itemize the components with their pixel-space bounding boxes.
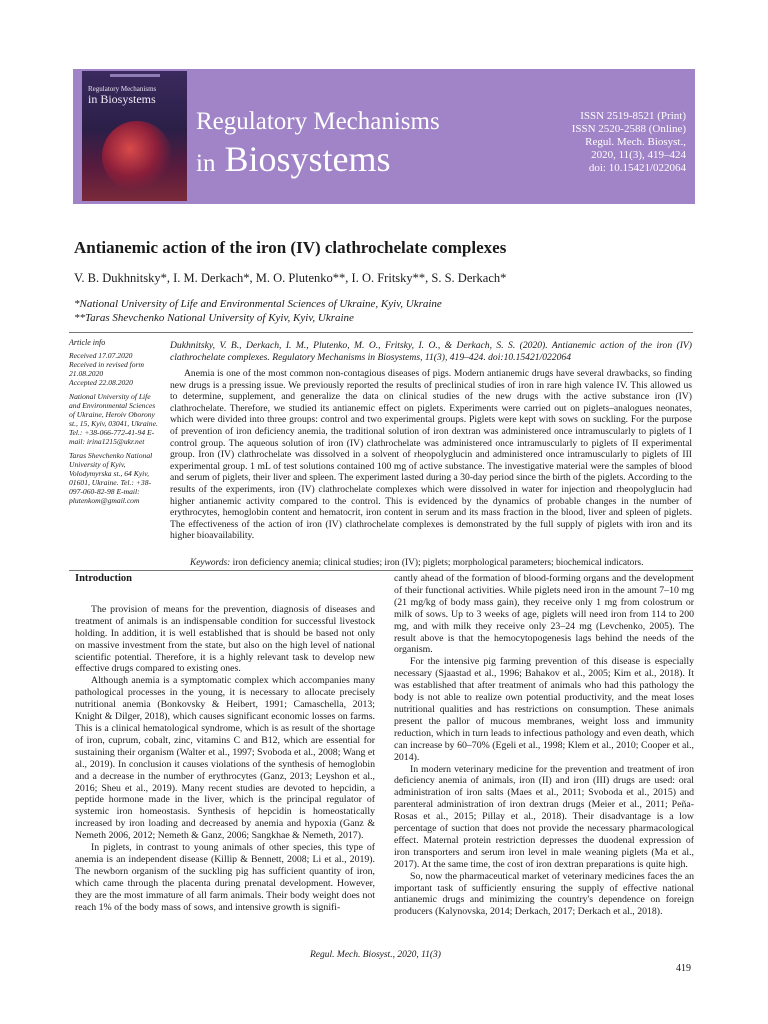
journal-abbrev: Regul. Mech. Biosyst., — [585, 136, 686, 148]
paragraph: The provision of means for the prevention, diagnosis of diseases and treatment of animals is an indispensable condition for successful livestock holding. In addition, it is well established that is should be based not only on massive investment from the state, but also on the high level of national scientific potential. Therefore, it is a highly relevant task to develop new effective drugs compared to existing ones. — [75, 603, 375, 675]
volume-pages: 2020, 11(3), 419–424 — [591, 149, 686, 161]
page-number: 419 — [676, 963, 691, 974]
body-column-left — [75, 573, 375, 913]
issn-online: ISSN 2520-2588 (Online) — [571, 123, 686, 135]
affiliation-1: *National University of Life and Environmental Sciences of Ukraine, Kyiv, Ukraine — [74, 298, 442, 310]
journal-cover-image — [82, 71, 187, 201]
paragraph: For the intensive pig farming prevention of this disease is especially necessary (Sjaastad et al., 1996; Bahakov et al., 2005; Kim et al., 2018). It was established that after treatment of animals who had this pathology the body is not able to realize own potential productivity, and the meat loses nutritional qualities and has restrictions on consumption. These animals present the pallor of mucous membranes, weight loss and immunity reduction, which in turn leads to infectious pathology and even death, which can increase by 60–70% (Egeli et al., 1998; Klem et al., 2010; Cooper et al., 2014). — [394, 656, 694, 763]
received-date: Received 17.07.2020 — [69, 351, 133, 360]
section-heading-introduction: Introduction — [75, 573, 132, 584]
article-info-heading: Article info — [69, 338, 106, 347]
cover-top-bar — [110, 74, 160, 77]
cover-title-top: Regulatory Mechanisms — [88, 85, 157, 93]
correspondence-address-1: National University of Life and Environmental Sciences of Ukraine, Heroiv Oborony st., 15, Kyiv, 03041, Ukraine. Tel.: +38-066-772-41-94 E-mail: irina1215@ukr.net — [69, 392, 158, 446]
issn-print: ISSN 2519-8521 (Print) — [580, 110, 686, 122]
cover-illustration — [102, 121, 172, 191]
accepted-date: Accepted 22.08.2020 — [69, 378, 133, 387]
article-title: Antianemic action of the iron (IV) clathrochelate complexes — [74, 238, 507, 257]
author-list: V. B. Dukhnitsky*, I. M. Derkach*, M. O. Plutenko**, I. O. Fritsky**, S. S. Derkach* — [74, 271, 507, 285]
paragraph: In piglets, in contrast to young animals of other species, this type of anemia is an independent disease (Killip & Bennett, 2008; Li et al., 2019). The newborn organism of the suckling pig has sufficient quantity of iron, which came through the placenta during prenatal development. However, they are the most immature of all farm animals. Their body weight does not reach 1% of the body mass of sows, and intensive growth is signifi- — [75, 842, 375, 913]
divider-bottom — [69, 570, 693, 571]
keywords-label: Keywords: — [190, 558, 231, 568]
article-info-sidebar — [69, 338, 159, 510]
paragraph: So, now the pharmaceutical market of veterinary medicines faces the an important task of sufficiently ensuring the supply of effective national antianemic drugs and minimizing the country's dependence on foreign producers (Kalynovska, 2014; Derkach, 2017; Derkach et al., 2018). — [394, 870, 694, 918]
affiliation-2: **Taras Shevchenko National University of Kyiv, Kyiv, Ukraine — [74, 312, 354, 324]
affiliations — [74, 297, 442, 325]
journal-meta — [572, 110, 686, 175]
citation: Dukhnitsky, V. B., Derkach, I. M., Plutenko, M. O., Fritsky, I. O., & Derkach, S. S. (2020). Antianemic action of the iron (IV) clathrochelate complexes. Regulatory Mechanisms in Biosystems, 11(3), 419–424. doi:10.15421/022064 — [170, 340, 692, 363]
paragraph: Although anemia is a symptomatic complex which accompanies many pathological processes in the young, it is necessary to allocate precisely nutritional anemia (Bonkovsky & Heibert, 1991; Camaschella, 2013; Knight & Dilger, 2018), which causes significant economic losses on farms. This is a clinical hematological syndrome, which is as result of the shortage of iron, cuprum, cobalt, zinc, vitamins C and B12, which are essential for sustaining their organism (Walter et al., 1997; Svoboda et al., 2008; Wang et al., 2019). In conclusion it causes violations of the synthesis of hemoglobin and a decrease in the number of erythrocytes (Ganz, 2013; Leyshon et al., 2016; Sheu et al., 2019). Many recent studies are devoted to hepcidin, a peptide hormone made in the liver, which is the principal regulator of systemic iron homeostasis. Synthesis of hepcidin is homeostatically increased by iron loading and decreased by anemia and hypoxia (Ganz & Nemeth 2006, 2012; Nemeth & Ganz, 2006; Sangkhae & Nemeth, 2017). — [75, 675, 375, 842]
footer-journal-ref: Regul. Mech. Biosyst., 2020, 11(3) — [310, 950, 441, 960]
correspondence-address-2: Taras Shevchenko National University of Kyiv, Volodymyrska st., 64 Kyiv, 01601, Ukraine. Tel.: +38-097-060-82-98 E-mail: plutenkom@gmail.com — [69, 451, 153, 505]
paragraph: cantly ahead of the formation of blood-forming organs and the development of their functional activities. While piglets need iron in the amount 7–10 mg (21 mg/kg of body mass gain), they receive only 1 mg from colostrum or milk of sows. Up to 3 weeks of age, piglets will need iron from 114 to 200 mg, and with milk they receive only 23–24 mg (Levchenko, 2005). The result above is that the hemocytopogenesis lags behind the needs of the organism. — [394, 573, 694, 656]
doi: doi: 10.15421/022064 — [588, 162, 686, 174]
journal-title-biosystems: Biosystems — [224, 139, 391, 179]
paragraph: In modern veterinary medicine for the prevention and treatment of iron deficiency anemia of animals, iron (II) and iron (III) drugs are used: oral administration of iron salts (Maes et al., 2011; Svoboda et al., 2015) and parenteral administration of iron dextran drugs (Meier et al., 2011; Peña-Rosas et al., 2015; Pillay et al., 2018). Their disadvantage is a low percentage of suction that does not provide the necessary pharmacological effect. Maternal protein restriction depresses the duodenal expression of iron transporters and serum iron level in male weaning piglets (Ma et al., 2017). At the same time, the cost of iron dextran preparations is quite high. — [394, 763, 694, 870]
cover-title-bottom: in Biosystems — [88, 92, 156, 106]
body-column-right — [394, 573, 694, 918]
keywords-text: iron deficiency anemia; clinical studies; iron (IV); piglets; morphological parameters; biochemical indicators. — [232, 558, 644, 568]
journal-title-line2 — [196, 138, 390, 180]
revised-date: Received in revised form 21.08.2020 — [69, 360, 144, 378]
abstract: Anemia is one of the most common non-contagious diseases of pigs. Modern antianemic drugs have several drawbacks, so finding new drugs is a pressing issue. We previously reported the results of preclinical studies of iron in rare high valence IV. This allowed us to determine, supplement, and generalize the data on clinical studies of the new drugs with the active substance iron (IV) clathrochelate. Therefore, we studied its antianemic effect on piglets. Experiments were carried out on piglets–analogues neonates, which were divided into three groups: control and two experimental groups. Piglets were kept with sows on suckling. For the purpose of prevention of iron deficiency anemia, the traditional solution of iron dextran was administered once intramuscularly to piglets of I control group. The aqueous solution of iron (IV) clathrochelate was administered once intramuscularly to piglets of II experimental group. Iron (IV) clathrochelate was dissolved in a solvent of rheopolyglucin and administered once intramuscularly to piglets of III experimental group. 1 mL of test solutions contained 100 mg of active substance. The investigative material were the samples of blood and serum of piglets, their liver and spleen. The experiment lasted during a 30-day period since the birth of the piglets. According to the results of the experiments, iron (IV) clathrochelate complexes which were dissolved in water for injection and rheopolyglucin had higher antianemic activity compared to the control. This is evidenced by the dynamics of probable changes in the number of erythrocytes, hemoglobin content and hematocrit, iron content in serum and its mass fraction in the blood, liver and spleen of piglets. The effectiveness of the action of iron (IV) clathrochelate complexes is demonstrated by the full supply of piglets with iron and its higher bioavailability. — [170, 368, 692, 542]
journal-title-line1: Regulatory Mechanisms — [196, 108, 440, 135]
keywords-line — [190, 558, 643, 568]
journal-title-in: in — [196, 150, 216, 177]
divider-top — [69, 332, 693, 333]
